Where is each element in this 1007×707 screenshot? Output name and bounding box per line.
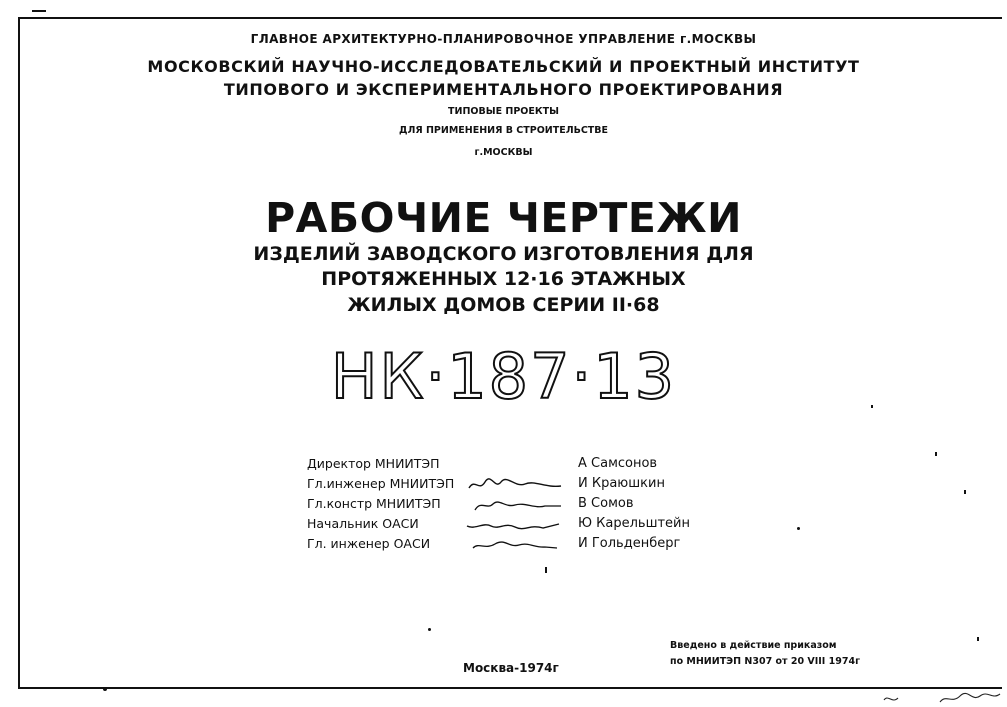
ink-speck <box>871 405 873 408</box>
signature-name: Ю Карельштейн <box>578 516 690 531</box>
signature-row <box>0 496 1007 516</box>
institute-line-1: МОСКОВСКИЙ НАУЧНО-ИССЛЕДОВАТЕЛЬСКИЙ И ПРОЕКТНЫЙ ИНСТИТУТ <box>147 57 860 76</box>
handwritten-signature <box>465 516 565 534</box>
signature-position: Гл. инженер ОАСИ <box>307 536 431 551</box>
ink-speck <box>964 490 966 494</box>
corner-handwriting <box>880 690 1005 706</box>
ink-speck <box>977 637 979 641</box>
signature-position: Директор МНИИТЭП <box>307 456 440 471</box>
signature-position: Гл.констр МНИИТЭП <box>307 496 441 511</box>
signature-position: Начальник ОАСИ <box>307 516 419 531</box>
ink-speck <box>935 452 937 456</box>
order-line-2: по МНИИТЭП N307 от 20 VIII 1974г <box>670 656 861 667</box>
signature-name: И Краюшкин <box>578 476 665 491</box>
institute-line-2: ТИПОВОГО И ЭКСПЕРИМЕНТАЛЬНОГО ПРОЕКТИРОВАНИЯ <box>223 80 784 99</box>
subtitle-line-3: ЖИЛЫХ ДОМОВ СЕРИИ II·68 <box>347 294 660 316</box>
typical-projects-line: ТИПОВЫЕ ПРОЕКТЫ <box>448 106 559 117</box>
document-code: НК·187·13 <box>330 340 677 413</box>
handwritten-signature <box>465 496 565 514</box>
signature-name: В Сомов <box>578 496 634 511</box>
signature-row <box>0 476 1007 496</box>
ink-speck <box>797 527 800 530</box>
handwritten-signature <box>465 536 565 554</box>
application-line: ДЛЯ ПРИМЕНЕНИЯ В СТРОИТЕЛЬСТВЕ <box>398 125 609 136</box>
city-line: г.МОСКВЫ <box>474 147 533 158</box>
ministry-line: ГЛАВНОЕ АРХИТЕКТУРНО-ПЛАНИРОВОЧНОЕ УПРАВЛЕНИЕ г.МОСКВЫ <box>250 32 757 46</box>
ink-speck <box>428 628 431 631</box>
publication-city-year: Москва-1974г <box>463 661 559 675</box>
corner-mark <box>32 10 46 12</box>
signature-position: Гл.инженер МНИИТЭП <box>307 476 455 491</box>
ink-speck <box>103 687 107 691</box>
signature-row <box>0 456 1007 476</box>
document-title: РАБОЧИЕ ЧЕРТЕЖИ <box>265 194 742 242</box>
handwritten-signature <box>465 476 565 494</box>
signature-name: И Гольденберг <box>578 536 681 551</box>
signature-row <box>0 516 1007 536</box>
order-line-1: Введено в действие приказом <box>670 640 837 651</box>
subtitle-line-1: ИЗДЕЛИЙ ЗАВОДСКОГО ИЗГОТОВЛЕНИЯ ДЛЯ <box>253 243 754 265</box>
signature-row <box>0 536 1007 556</box>
subtitle-line-2: ПРОТЯЖЕННЫХ 12·16 ЭТАЖНЫХ <box>321 268 686 290</box>
signature-name: А Самсонов <box>578 456 658 471</box>
ink-speck <box>545 567 547 573</box>
